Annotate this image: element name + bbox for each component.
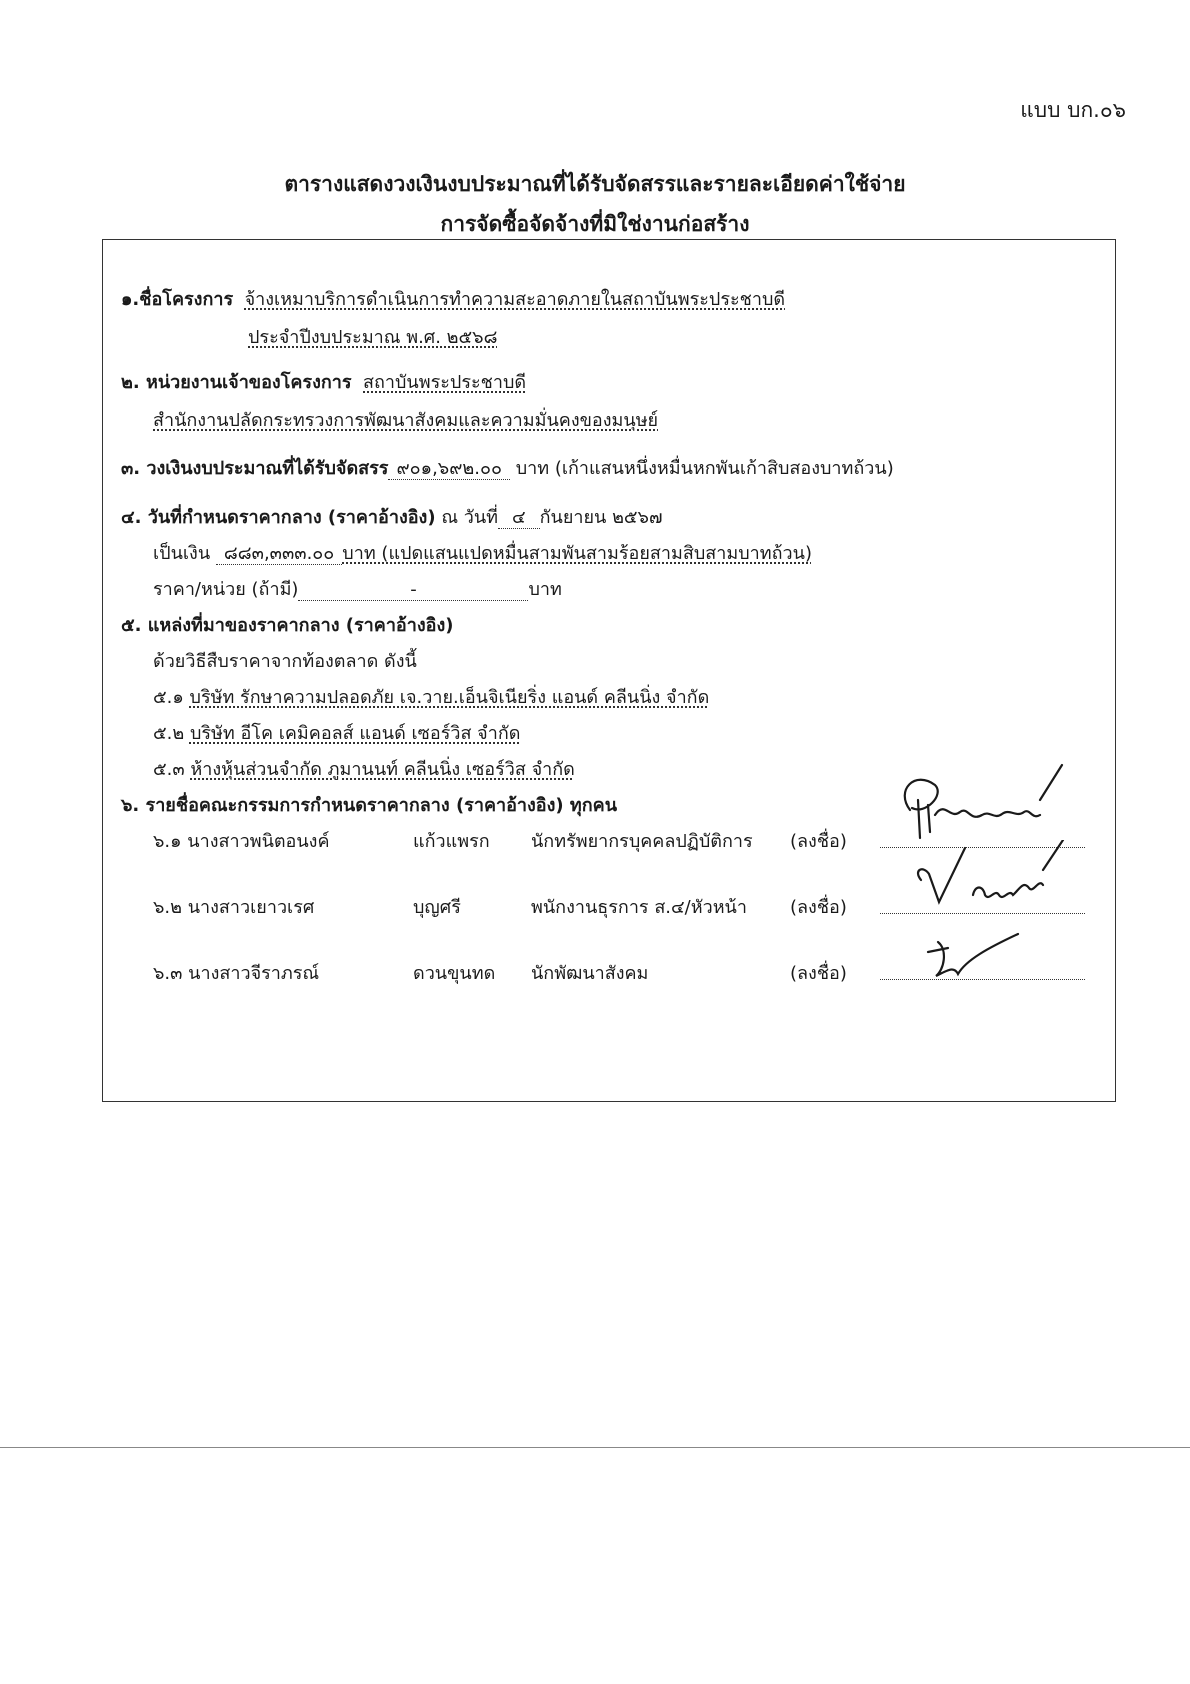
section-4-label: ๔. วันที่กำหนดราคากลาง (ราคาอ้างอิง) xyxy=(121,507,436,528)
section-4-row xyxy=(121,502,663,531)
member-position: นักทรัพยากรบุคคลปฏิบัติการ xyxy=(531,831,753,852)
member-name: ๖.๓ นางสาวจีราภรณ์ xyxy=(153,963,320,984)
source-number: ๕.๓ xyxy=(153,759,185,780)
section-3-label: ๓. วงเงินงบประมาณที่ได้รับจัดสรร xyxy=(121,458,389,479)
source-item xyxy=(153,718,520,747)
section-3-row xyxy=(121,453,894,482)
reference-amount-label: เป็นเงิน xyxy=(153,543,211,564)
signature-2-icon xyxy=(903,840,1083,920)
section-4-unit-row xyxy=(153,574,562,603)
section-5-intro: ด้วยวิธีสืบราคาจากท้องตลาด ดังนี้ xyxy=(153,651,417,672)
document-title: ตารางแสดงวงเงินงบประมาณที่ได้รับจัดสรรและรายละเอียดค่าใช้จ่าย xyxy=(284,172,906,196)
unit-price-value: - xyxy=(298,580,528,601)
source-name: บริษัท รักษาความปลอดภัย เจ.วาย.เอ็นจิเนียริ่ง แอนด์ คลีนนิ่ง จำกัด xyxy=(189,687,710,708)
source-item xyxy=(153,754,575,783)
allocated-budget-words: บาท (เก้าแสนหนึ่งหมื่นหกพันเก้าสิบสองบาทถ้วน) xyxy=(515,458,894,479)
section-1-row xyxy=(121,284,785,313)
source-name: บริษัท อีโค เคมิคอลส์ แอนด์ เซอร์วิส จำกัด xyxy=(189,723,521,744)
form-box xyxy=(102,239,1116,1102)
member-surname: แก้วแพรก xyxy=(413,831,490,852)
reference-amount: ๘๘๓,๓๓๓.๐๐ xyxy=(216,544,342,565)
owner-agency: สถาบันพระประชาบดี xyxy=(363,372,527,393)
member-position: พนักงานธุรการ ส.๔/หัวหน้า xyxy=(531,897,747,918)
reference-month-year: กันยายน ๒๕๖๗ xyxy=(539,507,663,528)
reference-day: ๔ xyxy=(498,508,540,529)
sign-label: (ลงชื่อ) xyxy=(790,897,847,918)
source-number: ๕.๒ xyxy=(153,723,185,744)
member-surname: ดวนขุนทด xyxy=(413,963,496,984)
date-prefix: ณ วันที่ xyxy=(441,507,499,528)
member-name: ๖.๑ นางสาวพนิตอนงค์ xyxy=(153,831,330,852)
section-6-label: ๖. รายชื่อคณะกรรมการกำหนดราคากลาง (ราคาอ้างอิง) ทุกคน xyxy=(121,795,618,816)
section-5-label: ๕. แหล่งที่มาของราคากลาง (ราคาอ้างอิง) xyxy=(121,615,454,636)
project-name: จ้างเหมาบริการดำเนินการทำความสะอาดภายในสถาบันพระประชาบดี xyxy=(244,289,786,310)
section-2-row-2 xyxy=(153,405,658,434)
section-2-row xyxy=(121,367,526,396)
signature-1-icon xyxy=(890,760,1070,850)
document-subtitle: การจัดซื้อจัดจ้างที่มิใช่งานก่อสร้าง xyxy=(440,212,750,236)
section-1-row-2 xyxy=(248,322,497,351)
section-4-amount-row xyxy=(153,538,812,567)
page-divider xyxy=(0,1447,1190,1448)
section-2-label: ๒. หน่วยงานเจ้าของโครงการ xyxy=(121,372,352,393)
signature-3-icon xyxy=(908,930,1028,990)
owner-office: สำนักงานปลัดกระทรวงการพัฒนาสังคมและความมั่นคงของมนุษย์ xyxy=(153,410,659,431)
project-fiscal-year: ประจำปีงบประมาณ พ.ศ. ๒๕๖๘ xyxy=(248,327,498,348)
sign-label: (ลงชื่อ) xyxy=(790,831,847,852)
reference-amount-words: บาท (แปดแสนแปดหมื่นสามพันสามร้อยสามสิบสามบาทถ้วน) xyxy=(342,543,812,564)
unit-price-suffix: บาท xyxy=(528,579,562,600)
source-name: ห้างหุ้นส่วนจำกัด ภูมานนท์ คลีนนิ่ง เซอร์วิส จำกัด xyxy=(190,759,575,780)
source-item xyxy=(153,682,709,711)
sign-label: (ลงชื่อ) xyxy=(790,963,847,984)
form-code: แบบ บก.๐๖ xyxy=(1020,98,1126,122)
member-position: นักพัฒนาสังคม xyxy=(531,963,649,984)
member-surname: บุญศรี xyxy=(413,897,461,918)
section-1-label: ๑.ชื่อโครงการ xyxy=(121,289,234,310)
member-name: ๖.๒ นางสาวเยาวเรศ xyxy=(153,897,315,918)
unit-price-label: ราคา/หน่วย (ถ้ามี) xyxy=(153,579,299,600)
source-number: ๕.๑ xyxy=(153,687,184,708)
allocated-budget-amount: ๙๐๑,๖๙๒.๐๐ xyxy=(388,459,510,480)
